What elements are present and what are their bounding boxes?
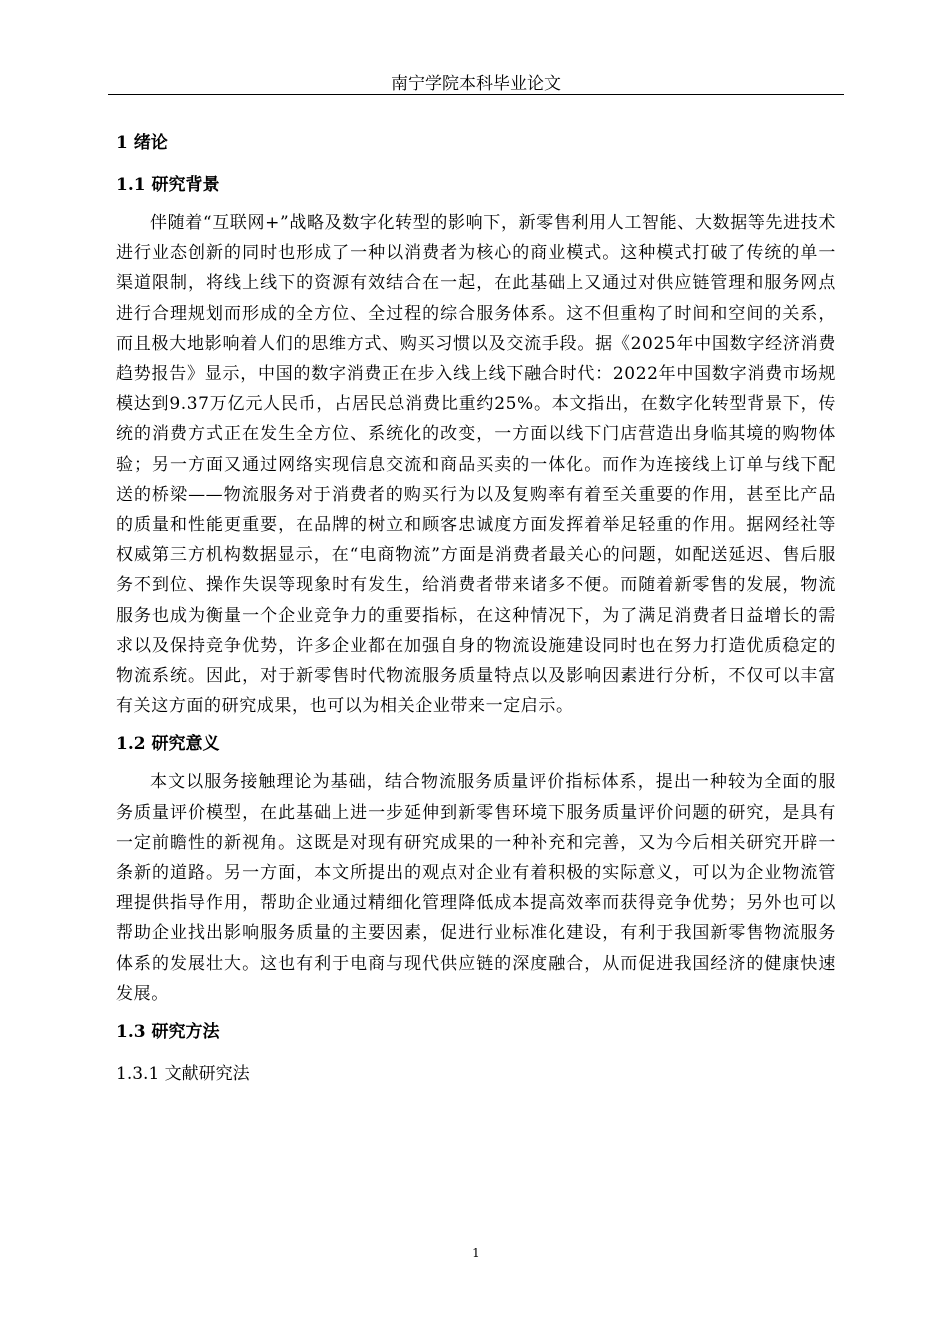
header-rule bbox=[108, 94, 844, 95]
section-heading-methods: 1.3 研究方法 bbox=[116, 1022, 220, 1043]
page-body bbox=[116, 124, 836, 1093]
section-heading-significance: 1.2 研究意义 bbox=[116, 734, 220, 755]
paragraph-background: 伴随着“互联网+”战略及数字化转型的影响下，新零售利用人工智能、大数据等先进技术进行业态创新的同时也形成了一种以消费者为核心的商业模式。这种模式打破了传统的单一渠道限制，将线上线下的资源有效结合在一起，在此基础上又通过对供应链管理和服务网点进行合理规划而形成的全方位、全过程的综合服务体系。这不但重构了时间和空间的关系，而且极大地影响着人们的思维方式、购买习惯以及交流手段。据《2025年中国数字经济消费趋势报告》显示，中国的数字消费正在步入线上线下融合时代：2022年中国数字消费市场规模达到9.37万亿元人民币，占居民总消费比重约25%。本文指出，在数字化转型背景下，传统的消费方式正在发生全方位、系统化的改变，一方面以线下门店营造出身临其境的购物体验；另一方面又通过网络实现信息交流和商品买卖的一体化。而作为连接线上订单与线下配送的桥梁——物流服务对于消费者的购买行为以及复购率有着至关重要的作用，甚至比产品的质量和性能更重要，在品牌的树立和顾客忠诚度方面发挥着举足轻重的作用。据网经社等权威第三方机构数据显示，在“电商物流”方面是消费者最关心的问题，如配送延迟、售后服务不到位、操作失误等现象时有发生，给消费者带来诸多不便。而随着新零售的发展，物流服务也成为衡量一个企业竞争力的重要指标，在这种情况下，为了满足消费者日益增长的需求以及保持竞争优势，许多企业都在加强自身的物流设施建设同时也在努力打造优质稳定的物流系统。因此，对于新零售时代物流服务质量特点以及影响因素进行分析，不仅可以丰富有关这方面的研究成果，也可以为相关企业带来一定启示。 bbox=[116, 213, 836, 717]
subsection-heading-literature-review: 1.3.1 文献研究法 bbox=[116, 1064, 250, 1085]
chapter-heading: 1 绪论 bbox=[116, 133, 168, 153]
section-heading-background: 1.1 研究背景 bbox=[116, 175, 220, 195]
paragraph-significance: 本文以服务接触理论为基础，结合物流服务质量评价指标体系，提出一种较为全面的服务质量评价模型，在此基础上进一步延伸到新零售环境下服务质量评价问题的研究，是具有一定前瞻性的新视角。这既是对现有研究成果的一种补充和完善，又为今后相关研究开辟一条新的道路。另一方面，本文所提出的观点对企业有着积极的实际意义，可以为企业物流管理提供指导作用，帮助企业通过精细化管理降低成本提高效率而获得竞争优势；另外也可以帮助企业找出影响服务质量的主要因素，促进行业标准化建设，有利于我国新零售物流服务体系的发展壮大。这也有利于电商与现代供应链的深度融合，从而促进我国经济的健康快速发展。 bbox=[116, 772, 836, 1004]
running-header: 南宁学院本科毕业论文 bbox=[391, 74, 561, 94]
page-number: 1 bbox=[472, 1246, 480, 1260]
